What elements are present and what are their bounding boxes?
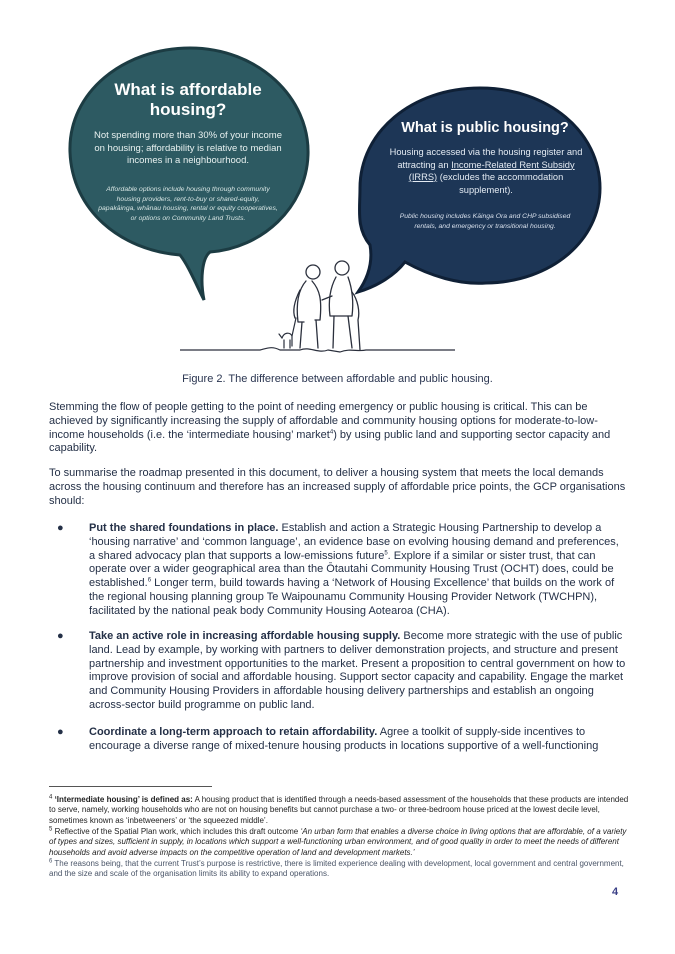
footnote-number: 4	[49, 794, 53, 801]
footnote-ref-5[interactable]: 5	[384, 549, 388, 556]
public-definition-text-end: (excludes the accommodation supplement).	[437, 172, 564, 195]
bullet-body: . Explore if a similar or sister trust, that can operate over a wider geographical area than the Ōtautahi Community Housing Trust (OCHT) does, could be established.	[89, 549, 614, 590]
paragraph-text: ) by using public land and supporting sector capacity and capability.	[49, 428, 611, 455]
bullet-lead: Take an active role in increasing affordable housing supply.	[89, 630, 401, 642]
footnote-number: 5	[49, 826, 53, 833]
elderly-couple-illustration	[294, 261, 360, 350]
public-housing-note: Public housing includes Kāinga Ora and CHP subsidised rentals, and emergency or transitional housing.	[399, 213, 571, 230]
dog-illustration	[279, 318, 296, 348]
public-title: What is public housing?	[401, 120, 569, 136]
paragraph-intro	[49, 401, 629, 456]
bullet-text	[89, 630, 627, 713]
public-definition	[386, 146, 586, 196]
affordable-options-note: Affordable options include housing through community housing providers, rent-to-buy or shared-equity, papakāinga, whānau housing, rental or equity cooperatives, or options on Community Land Trusts.	[98, 186, 278, 222]
footnote-quote: ‘An urban form that enables a diverse choice in living options that are affordable, of a variety of types and sizes, sufficient in supply, in locations which support a well-functioning urban environment, and of good quality in order to meet the needs of different households and avoid adverse impacts on the competitive operation of land and development markets.’	[49, 827, 627, 857]
bullet-marker: ●	[57, 630, 64, 642]
footnote-6	[49, 859, 629, 880]
bullet-lead: Coordinate a long-term approach to retain affordability.	[89, 726, 378, 738]
paragraph-text: Stemming the flow of people getting to the point of needing emergency or public housing is critical. This can be achieved by significantly increasing the supply of affordable and community housing options for moderate-to-low-income households (i.e. the ‘intermediate housing’ market	[49, 401, 598, 441]
bullet-marker: ●	[57, 522, 64, 534]
footnote-text: Reflective of the Spatial Plan work, which includes this draft outcome	[52, 827, 301, 836]
figure-caption: Figure 2. The difference between affordable and public housing.	[182, 373, 493, 385]
bullet-text	[89, 726, 627, 754]
bullet-body: Become more strategic with the use of public land. Lead by example, by working with partners to deliver demonstration projects, and structure and present partnership and investment opportunities to the market. Present a proposition to central government on how to improve provision of social and affordable housing. Support sector capacity and capability. Engage the market and Community Housing Providers in affordable housing delivery partnerships and establish an ongoing across-sector build programme on public land.	[89, 630, 626, 711]
paragraph-summary: To summarise the roadmap presented in this document, to deliver a housing system that meets the local demands across the housing continuum and therefore has an increased supply of affordable price points, the GCP organisations should:	[49, 467, 626, 507]
footnote-ref-4[interactable]: 4	[329, 428, 334, 435]
irrs-link[interactable]: Income-Related Rent Subsidy (IRRS)	[408, 159, 575, 182]
bullet-body: Agree a toolkit of supply-side incentives to encourage a diverse range of mixed-tenure housing products in locations supportive of a well-functioning	[89, 726, 599, 752]
bullet-body: Longer term, build towards having a ‘Network of Housing Excellence’ that builds on the work of the regional housing planning group Te Waipounamu Community Housing Provider Network (TWCHPN), facilitated by the national peak body Community Housing Aotearoa (CHA).	[89, 577, 615, 617]
footnote-lead: ‘Intermediate housing’ is defined as:	[54, 795, 193, 804]
bullet-marker: ●	[57, 726, 64, 738]
footnote-text: A housing product that is identified through a needs-based assessment of the households that these products are intended to serve, namely, working households who are not on housing benefits but cannot purchase a two- or three-bedroom house priced at the lowest decile level, sometimes known as ‘inbetweeners’ or ‘the squeezed middle’.	[49, 795, 629, 825]
footnote-divider	[49, 786, 212, 787]
bullet-lead: Put the shared foundations in place.	[89, 522, 279, 534]
footnote-number: 6	[49, 858, 53, 865]
public-definition-text: Housing accessed via the housing register and attracting an	[389, 147, 583, 170]
footnote-4	[49, 795, 629, 826]
housing-figure	[0, 0, 675, 365]
footnote-5	[49, 827, 629, 858]
bullet-text	[89, 522, 627, 619]
footnote-ref-6[interactable]: 6	[147, 577, 152, 584]
page-number: 4	[612, 886, 619, 898]
footnote-text: The reasons being, that the current Trust’s purpose is restrictive, there is limited experience dealing with development, local government and central government, and the size and scale of the organisation limits its ability to expand operations.	[49, 859, 624, 879]
affordable-title: What is affordable housing?	[114, 80, 262, 119]
bullet-body: Establish and action a Strategic Housing Partnership to develop a ‘housing narrative’ and ‘common language’, an evidence base on evolving housing demand and preferences, a shared advocacy plan that supports a low-emissions future	[89, 522, 619, 562]
affordable-definition: Not spending more than 30% of your income on housing; affordability is relative to median incomes in a neighbourhood.	[94, 130, 282, 166]
